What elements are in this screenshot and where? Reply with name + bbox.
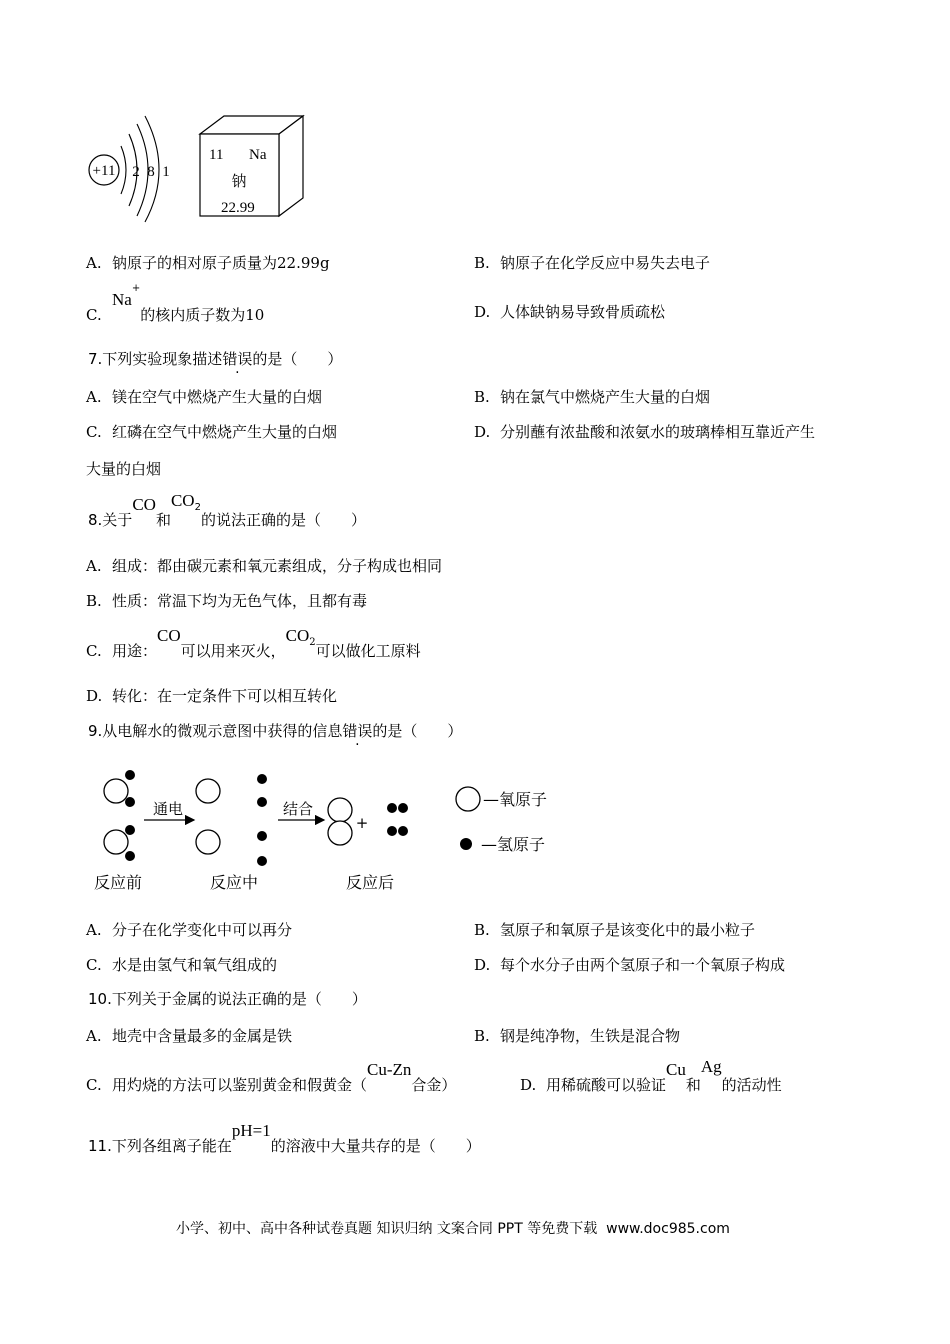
co-formula-c: CO — [157, 626, 181, 645]
cell-symbol: Na — [249, 147, 267, 163]
cell-atomic-number: 11 — [209, 147, 224, 163]
arrow-label-combine: 结合 — [282, 800, 314, 818]
q8-option-b: B. 性质：常温下均为无色气体，且都有毒 — [86, 592, 368, 610]
q8-stem: 8.关于CO和$CO_2$的说法正确的是（ ） — [88, 491, 366, 529]
hydrogen-atom — [125, 825, 135, 835]
hydrogen-atom — [125, 851, 135, 861]
q7-stem: 7.下列实验现象描述错误的是（ ） — [88, 350, 343, 368]
sodium-figure-svg — [85, 112, 315, 224]
shell-electrons-2: 8 — [147, 164, 155, 180]
hydrogen-atom — [398, 826, 408, 836]
oxygen-atom — [328, 798, 352, 822]
sodium-ion-formula: Na — [112, 290, 132, 309]
q9-option-a: A. 分子在化学变化中可以再分 — [86, 921, 293, 939]
oxygen-atom — [328, 821, 352, 845]
q11-stem: 11.下列各组离子能在pH=1的溶液中大量共存的是（ ） — [88, 1121, 481, 1155]
q8-option-d: D. 转化：在一定条件下可以相互转化 — [86, 687, 338, 705]
nucleus-charge: +11 — [92, 163, 116, 179]
hydrogen-atom — [398, 803, 408, 813]
co2-formula: CO — [170, 491, 195, 510]
plus-sign: + — [355, 814, 369, 832]
page-footer — [176, 1222, 730, 1236]
hydrogen-atom — [257, 831, 267, 841]
hydrogen-atom — [257, 797, 267, 807]
q9-option-d: D. 每个水分子由两个氢原子和一个氧原子构成 — [474, 956, 786, 974]
co2-formula-c: CO — [285, 626, 310, 645]
q6-option-c: C.Na+的核内质子数为10 — [86, 283, 265, 324]
q10-option-c: C. 用灼烧的方法可以鉴别黄金和假黄金（Cu-Zn合金） — [86, 1060, 457, 1094]
cu-zn-formula: Cu-Zn — [367, 1060, 412, 1079]
oxygen-atom — [196, 779, 220, 803]
ag-formula: Ag — [700, 1057, 722, 1076]
q7-option-c: C. 红磷在空气中燃烧产生大量的白烟 — [86, 423, 338, 441]
q10-stem: 10.下列关于金属的说法正确的是（ ） — [88, 990, 367, 1008]
cell-atomic-mass: 22.99 — [221, 200, 255, 216]
q7-option-a: A. 镁在空气中燃烧产生大量的白烟 — [86, 388, 323, 406]
footer-text: 小学、初中、高中各种试卷真题 知识归纳 文案合同 PPT 等免费下载 — [176, 1221, 598, 1237]
q7-emphasis: 错误 — [222, 350, 253, 368]
q9-option-c: C. 水是由氢气和氧气组成的 — [86, 956, 278, 974]
legend-hydrogen-label: —氢原子 — [481, 835, 546, 854]
cell-side-face — [279, 116, 303, 216]
footer-url[interactable]: www.doc985.com — [606, 1221, 730, 1237]
arrow-label-electrolysis: 通电 — [152, 800, 184, 818]
q9-stem: 9.从电解水的微观示意图中获得的信息错误的是（ ） — [88, 722, 463, 740]
legend-oxygen-label: —氧原子 — [483, 790, 548, 809]
hydrogen-atom — [257, 774, 267, 784]
q7-option-b: B. 钠在氯气中燃烧产生大量的白烟 — [474, 388, 711, 406]
q10-option-a: A. 地壳中含量最多的金属是铁 — [86, 1027, 293, 1045]
legend-oxygen-symbol — [456, 787, 480, 811]
hydrogen-atom — [387, 803, 397, 813]
shell-arc-1 — [121, 146, 126, 194]
ph-formula: pH=1 — [231, 1121, 271, 1140]
electrolysis-svg — [90, 764, 560, 900]
q8-option-a: A. 组成：都由碳元素和氧元素组成，分子构成也相同 — [86, 557, 443, 575]
q8-option-c: C. 用途：CO可以用来灭火，$CO_2$可以做化工原料 — [86, 626, 421, 660]
q10-option-d: D. 用稀硫酸可以验证Cu和Ag的活动性 — [520, 1057, 782, 1094]
oxygen-atom — [196, 830, 220, 854]
q9-option-b: B. 氢原子和氧原子是该变化中的最小粒子 — [474, 921, 756, 939]
label-middle: 反应中 — [210, 873, 259, 892]
cell-element-name: 钠 — [231, 172, 247, 190]
q9-emphasis: 错误 — [342, 722, 373, 740]
hydrogen-atom — [257, 856, 267, 866]
label-before: 反应前 — [94, 873, 143, 892]
q6-option-b: B. 钠原子在化学反应中易失去电子 — [474, 254, 711, 272]
co-formula: CO — [132, 495, 156, 514]
q6-option-a: A. 钠原子的相对原子质量为22.99g — [86, 254, 330, 272]
label-after: 反应后 — [346, 873, 395, 892]
shell-electrons-1: 2 — [132, 164, 140, 180]
hydrogen-atom — [125, 770, 135, 780]
legend-hydrogen-symbol — [460, 838, 472, 850]
q6-option-d: D. 人体缺钠易导致骨质疏松 — [474, 303, 666, 321]
q7-option-d: D. 分别蘸有浓盐酸和浓氨水的玻璃棒相互靠近产生 — [474, 423, 816, 441]
q10-option-b: B. 钢是纯净物，生铁是混合物 — [474, 1027, 681, 1045]
cu-formula: Cu — [666, 1060, 686, 1079]
q7-option-d-continuation: 大量的白烟 — [86, 460, 162, 478]
oxygen-atom — [104, 779, 128, 803]
hydrogen-atom — [125, 797, 135, 807]
hydrogen-atom — [387, 826, 397, 836]
shell-electrons-3: 1 — [162, 164, 170, 180]
oxygen-atom — [104, 830, 128, 854]
